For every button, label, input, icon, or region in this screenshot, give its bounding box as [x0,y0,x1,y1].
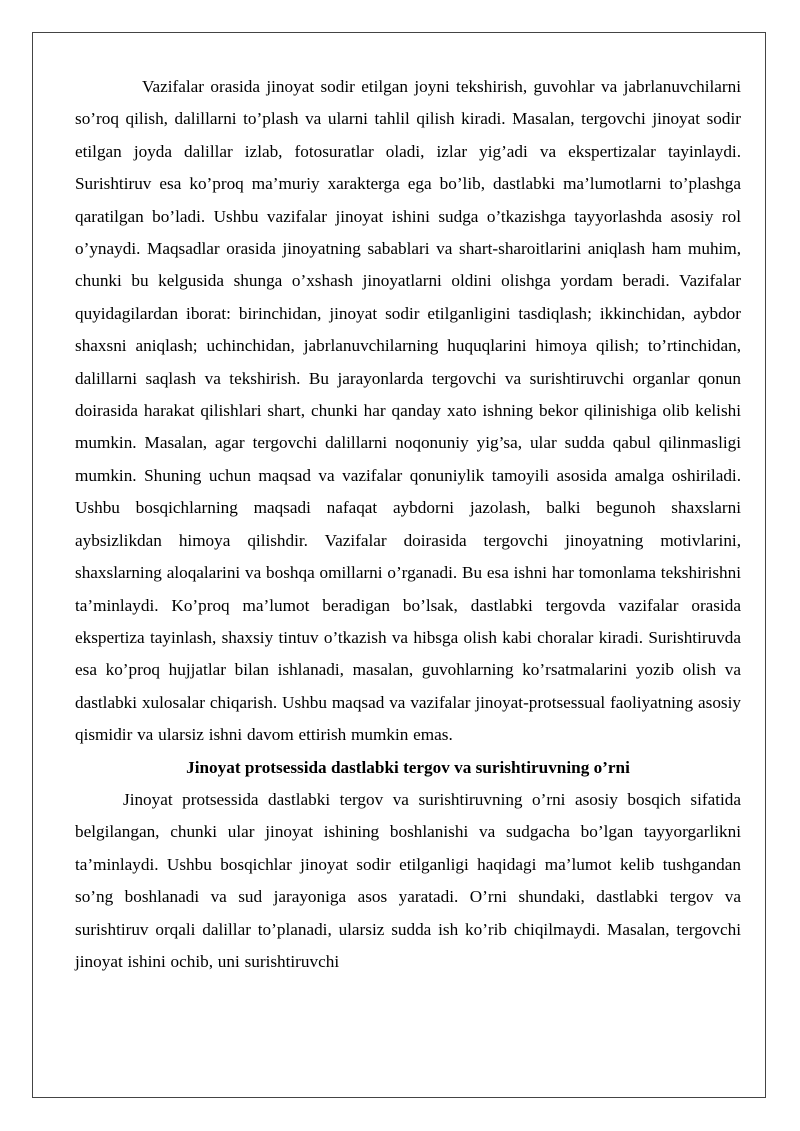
body-paragraph: Jinoyat protsessida dastlabki tergov va surishtiruvning o’rni asosiy bosqich sifatida belgilangan, chunki ular jinoyat ishining boshlanishi va sudgacha bo’lgan tayyorgarlikni ta’minlaydi. Ushbu bosqichlar jinoyat sodir etilganligi haqidagi ma’lumot kelib tushgandan so’ng boshlanadi va sud jarayoniga asos yaratadi. O’rni shundaki, dastlabki tergov va surishtiruv orqali dalillar to’planadi, ularsiz sudda ish ko’rib chiqilmaydi. Masalan, tergovchi jinoyat ishini ochib, uni surishtiruvchi [75,789,741,971]
body-paragraph: Vazifalar orasida jinoyat sodir etilgan joyni tekshirish, guvohlar va jabrlanuvchilarni so’roq qilish, dalillarni to’plash va ularni tahlil qilish kiradi. Masalan, tergovchi jinoyat sodir etilgan joyda dalillar izlab, fotosuratlar oladi, izlar yig’adi va ekspertizalar tayinlaydi. Surishtiruv esa ko’proq ma’muriy xarakterga ega bo’lib, dastlabki ma’lumotlarni to’plashga qaratilgan bo’ladi. Ushbu vazifalar jinoyat ishini sudga o’tkazishga tayyorlashda asosiy rol o’ynaydi. Maqsadlar orasida jinoyatning sabablari va shart-sharoitlarini aniqlash ham muhim, chunki bu kelgusida shunga o’xshash jinoyatlarni oldini olishga yordam beradi. Vazifalar quyidagilardan iborat: birinchidan, jinoyat sodir etilganligini tasdiqlash; ikkinchidan, aybdor shaxsni aniqlash; uchinchidan, jabrlanuvchilarning huquqlarini himoya qilish; to’rtinchidan, dalillarni saqlash va tekshirish. Bu jarayonlarda tergovchi va surishtiruvchi organlar qonun doirasida harakat qilishlari shart, chunki har qanday xato ishning bekor qilinishiga olib kelishi mumkin. Masalan, agar tergovchi dalillarni noqonuniy yig’sa, ular sudda qabul qilinmasligi mumkin. Shuning uchun maqsad va vazifalar qonuniylik tamoyili asosida amalga oshiriladi. Ushbu bosqichlarning maqsadi nafaqat aybdorni jazolash, balki begunoh shaxslarni aybsizlikdan himoya qilishdir. Vazifalar doirasida tergovchi jinoyatning motivlarini, shaxslarning aloqalarini va boshqa omillarni o’rganadi. Bu esa ishni har tomonlama tekshirishni ta’minlaydi. Ko’proq ma’lumot beradigan bo’lsak, dastlabki tergovda vazifalar orasida ekspertiza tayinlash, shaxsiy tintuv o’tkazish va hibsga olish kabi choralar kiradi. Surishtiruvda esa ko’proq hujjatlar bilan ishlanadi, masalan, guvohlarning ko’rsatmalarini yozib olish va dastlabki xulosalar chiqarish. Ushbu maqsad va vazifalar jinoyat-protsessual faoliyatning asosiy qismidir va ularsiz ishni davom ettirish mumkin emas. [75,77,741,745]
document-body [75,71,741,978]
section-heading: Jinoyat protsessida dastlabki tergov va surishtiruvning o’rni [186,757,630,777]
